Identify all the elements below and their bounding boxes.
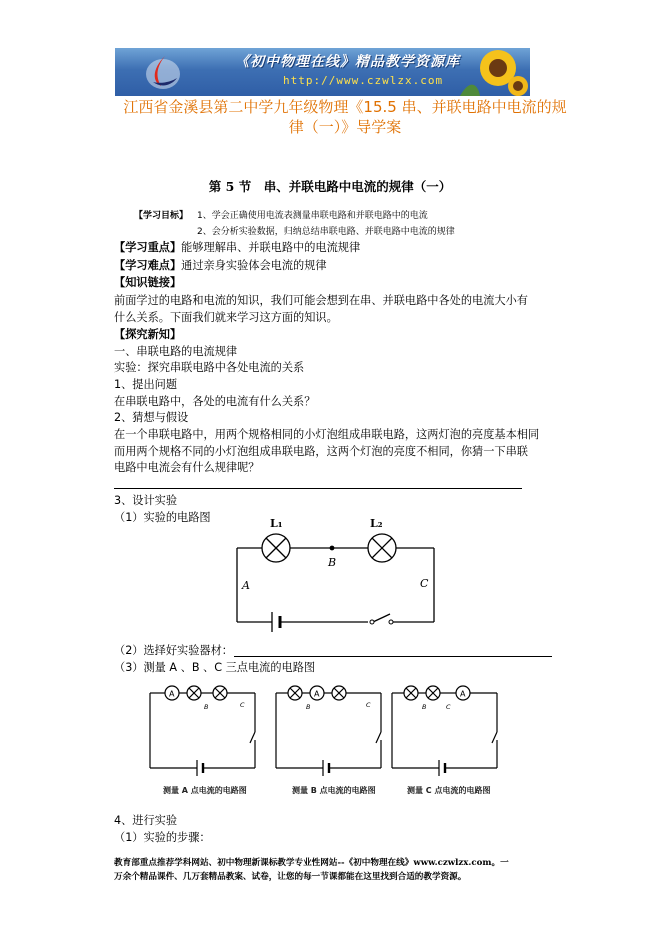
c-label-1: C [240,701,245,709]
q2-line2: 而用两个规格不同的小灯泡组成串联电路，这两个灯泡的亮度不相同，你猜一下串联 [114,445,528,458]
ammeter-2-label: A [314,689,320,699]
q4-title: 4、进行实验 [114,814,178,827]
key-point [114,239,360,256]
q3-title: 3、设计实验 [114,494,178,507]
b-label-2: B [306,703,311,711]
c-label-3: C [446,703,451,711]
measure-a-circuit [150,686,255,776]
document-title-line2: 律（一）》导学案 [288,118,402,136]
q3-sub1: （1）实验的电路图 [114,511,211,524]
c-label-2: C [366,701,371,709]
difficulty-label: 【学习难点】 [114,259,182,272]
footer-line2: 万余个精品课件、几万套精品教案、试卷，让您的每一节课都能在这里找到合适的教学资源。 [114,872,467,882]
difficulty-text: 通过亲身实验体会电流的规律 [181,259,327,272]
q1-title: 1、提出问题 [114,378,178,391]
lamp-l1-icon [262,534,290,562]
key-point-label: 【学习重点】 [114,241,182,254]
q3-sub3: （3）测量 A 、B 、C 三点电流的电路图 [114,661,316,674]
label-c: C [420,577,429,590]
site-logo-icon [143,52,183,92]
node-b-dot [330,546,335,551]
banner-title: 《初中物理在线》精品教学资源库 [235,54,460,70]
explore-heading: 一、串联电路的电流规律 [114,345,238,358]
footer-line1: 教育部重点推荐学科网站、初中物理新课标教学专业性网站--《初中物理在线》www.czwlzx.com。一 [114,858,509,868]
answer-line-2 [234,656,552,657]
label-l2: L₂ [370,517,383,530]
answer-line-1 [114,488,522,489]
q1-text: 在串联电路中，各处的电流有什么关系？ [114,395,316,408]
document-title-line1: 江西省金溪县第二中学九年级物理《15.5 串、并联电路中电流的规 [123,98,567,116]
caption-measure-b: 测量 B 点电流的电路图 [292,786,376,795]
knowledge-link-line1: 前面学过的电路和电流的知识，我们可能会想到在串、并联电路中各处的电流大小有 [114,294,528,307]
q4-sub1: （1）实验的步骤： [114,831,211,844]
measure-c-circuit [392,686,497,776]
label-a: A [242,579,250,592]
ammeter-3-label: A [460,689,466,699]
key-point-text: 能够理解串、并联电路中的电流规律 [181,241,361,254]
label-b: B [328,556,337,569]
experiment-title: 实验：探究串联电路中各处电流的关系 [114,361,305,374]
b-label-1: B [204,703,209,711]
knowledge-link-label: 【知识链接】 [114,276,182,289]
b-label-3: B [422,703,427,711]
q2-line1: 在一个串联电路中，用两个规格相同的小灯泡组成串联电路，这两灯泡的亮度基本相同 [114,428,540,441]
sunflower-icon [450,48,530,96]
knowledge-link-line2: 什么关系。下面我们就来学习这方面的知识。 [114,311,338,324]
q2-line3: 电路中电流会有什么规律呢？ [114,461,260,474]
switch-icon [370,620,393,624]
banner-url: http://www.czwlzx.com [283,74,444,87]
q2-title: 2、猜想与假设 [114,411,189,424]
ammeter-1-label: A [169,689,175,699]
measure-b-circuit [276,686,381,776]
difficulty [114,257,327,274]
q3-sub2: （2）选择好实验器材： [114,644,233,657]
label-l1: L₁ [270,517,283,530]
measurement-circuits [140,680,510,805]
explore-label: 【探究新知】 [114,328,182,341]
lamp-l2-icon [368,534,396,562]
document-title [110,97,580,137]
caption-measure-a: 测量 A 点电流的电路图 [163,786,247,795]
section-title: 第 5 节 串、并联电路中电流的规律（一） [208,179,452,194]
goal-item-1: 1、学会正确使用电流表测量串联电路和并联电路中的电流 [197,211,428,221]
goals-label: 【学习目标】 [134,211,189,221]
series-circuit-diagram [220,515,450,635]
goal-item-2: 2、会分析实验数据，归纳总结串联电路、并联电路中电流的规律 [197,227,455,237]
caption-measure-c: 测量 C 点电流的电路图 [407,786,491,795]
battery-icon [272,612,280,632]
site-banner [115,48,530,96]
